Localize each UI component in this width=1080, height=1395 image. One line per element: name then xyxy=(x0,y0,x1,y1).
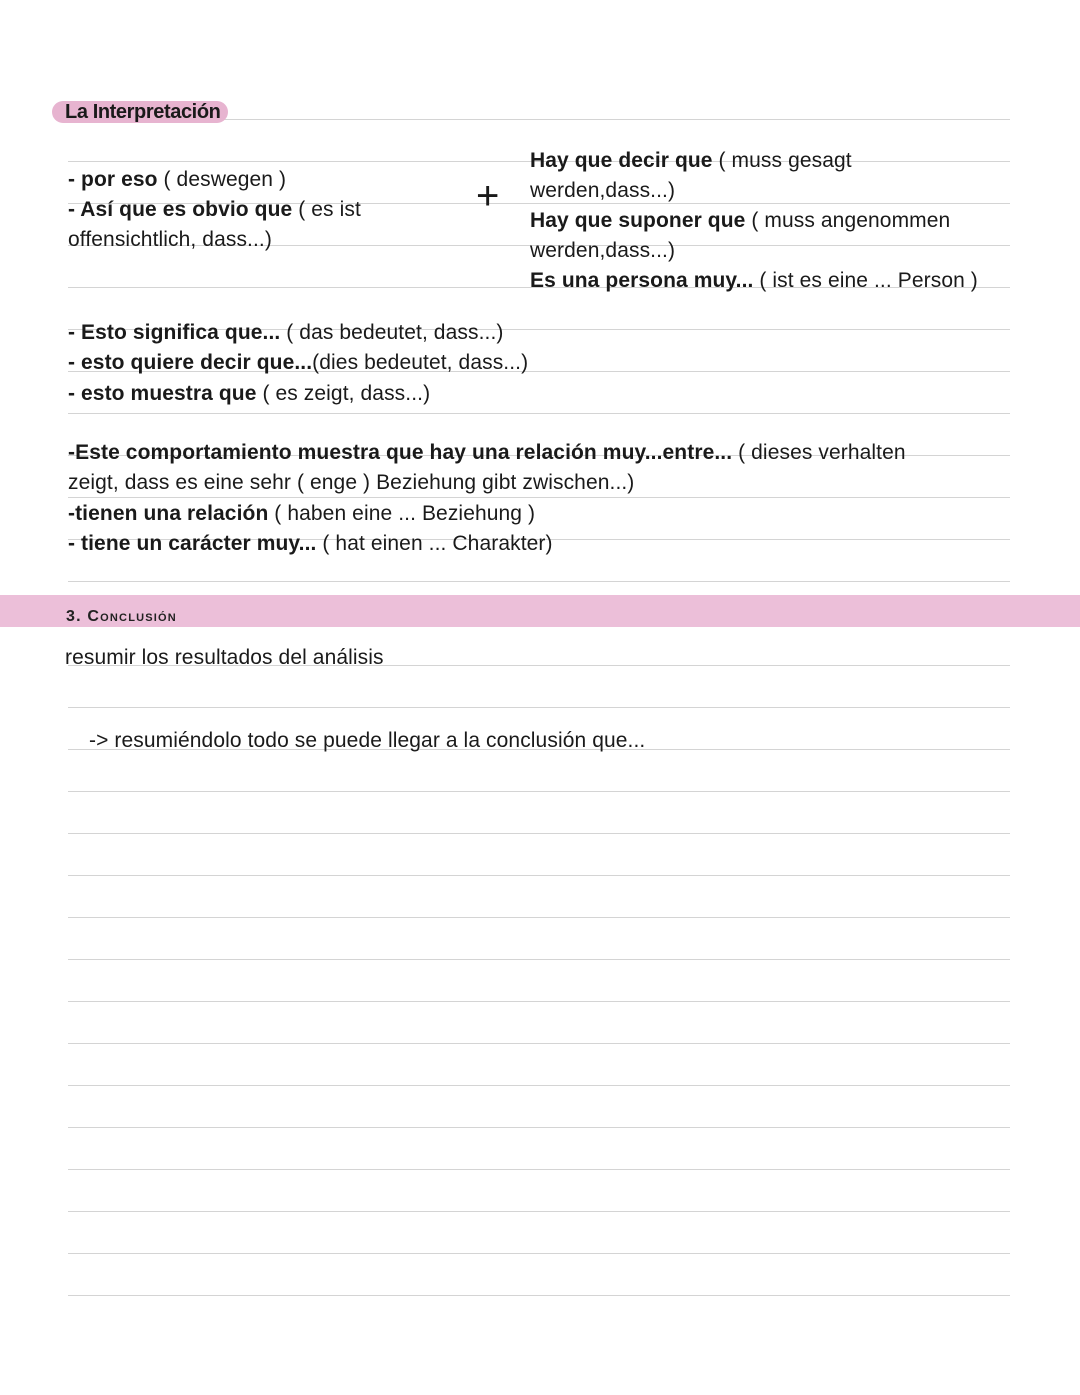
rule-line xyxy=(68,413,1010,414)
rule-line xyxy=(68,581,1010,582)
rule-line xyxy=(68,1211,1010,1212)
phrase-translation: ( muss gesagt xyxy=(712,149,852,172)
phrase-bold: Es una persona muy... xyxy=(530,269,754,292)
rule-line xyxy=(68,1253,1010,1254)
phrase-translation: ( ist es eine ... Person ) xyxy=(753,269,978,292)
phrase-line xyxy=(530,266,978,296)
phrase-line xyxy=(68,529,553,559)
phrase-line xyxy=(68,318,503,348)
rule-line xyxy=(68,1169,1010,1170)
phrase-bold: Hay que suponer que xyxy=(530,209,746,232)
phrase-bold: - por eso xyxy=(68,168,158,191)
rule-line xyxy=(68,959,1010,960)
phrase-translation: ( dieses verhalten xyxy=(732,441,906,464)
rule-line xyxy=(68,917,1010,918)
rule-line xyxy=(68,1085,1010,1086)
rule-line xyxy=(68,791,1010,792)
phrase-translation: ( das bedeutet, dass...) xyxy=(280,321,504,344)
phrase-bold: -tienen una relación xyxy=(68,502,269,525)
rule-line xyxy=(68,1001,1010,1002)
conclusion-text: resumir los resultados del análisis xyxy=(65,646,384,669)
phrase-translation: ( muss angenommen xyxy=(745,209,951,232)
phrase-line xyxy=(530,146,852,176)
phrase-bold: - tiene un carácter muy... xyxy=(68,532,317,555)
phrase-translation: ( es ist xyxy=(292,198,361,221)
phrase-translation: ( haben eine ... Beziehung ) xyxy=(268,502,536,525)
phrase-bold: - Así que es obvio que xyxy=(68,198,293,221)
rule-line xyxy=(68,875,1010,876)
phrase-bold: - esto quiere decir que... xyxy=(68,351,313,374)
plus-symbol: + xyxy=(476,174,500,218)
phrase-line xyxy=(68,195,361,225)
phrase-bold: Hay que decir que xyxy=(530,149,713,172)
section-heading: 3. Conclusión xyxy=(66,608,177,625)
phrase-line xyxy=(68,379,430,409)
phrase-line: werden,dass...) xyxy=(530,239,676,262)
phrase-translation: ( hat einen ... Charakter) xyxy=(316,532,553,555)
phrase-line xyxy=(68,348,528,378)
phrase-line xyxy=(68,499,535,529)
phrase-translation: (dies bedeutet, dass...) xyxy=(312,351,529,374)
phrase-bold: -Este comportamiento muestra que hay una relación muy...entre... xyxy=(68,441,733,464)
rule-line xyxy=(68,1295,1010,1296)
conclusion-text: -> resumiéndolo todo se puede llegar a la conclusión que... xyxy=(89,729,646,752)
rule-line xyxy=(68,1043,1010,1044)
rule-line xyxy=(68,1127,1010,1128)
page-title: La Interpretación xyxy=(65,101,221,123)
phrase-line xyxy=(68,165,286,195)
phrase-line: werden,dass...) xyxy=(530,179,676,202)
phrase-line: offensichtlich, dass...) xyxy=(68,228,272,251)
rule-line xyxy=(68,707,1010,708)
phrase-bold: - esto muestra que xyxy=(68,382,257,405)
phrase-bold: - Esto significa que... xyxy=(68,321,281,344)
phrase-translation: ( es zeigt, dass...) xyxy=(256,382,431,405)
phrase-translation: ( deswegen ) xyxy=(157,168,287,191)
phrase-line: zeigt, dass es eine sehr ( enge ) Beziehung gibt zwischen...) xyxy=(68,471,635,494)
phrase-line xyxy=(68,438,906,468)
phrase-line xyxy=(530,206,950,236)
rule-line xyxy=(68,833,1010,834)
